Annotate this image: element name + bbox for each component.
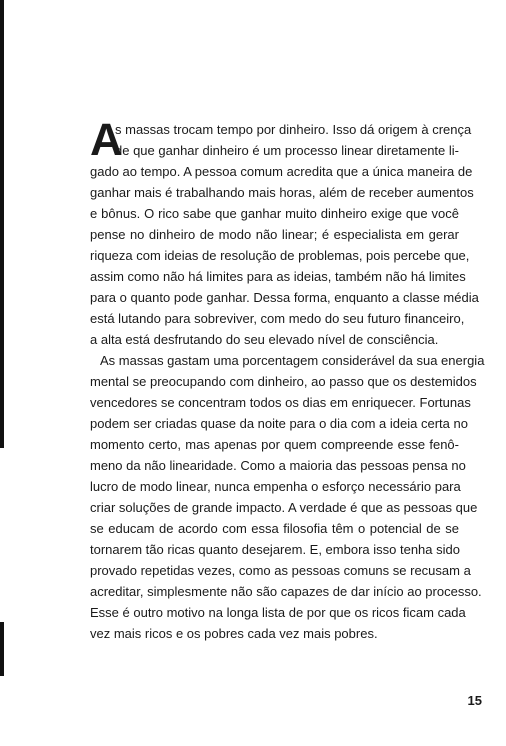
text-line: tornarem tão ricas quanto desejarem. E, embora isso tenha sido: [90, 542, 460, 557]
text-line: vencedores se concentram todos os dias em enriquecer. Fortunas: [90, 395, 471, 410]
text-line: criar soluções de grande impacto. A verdade é que as pessoas que: [90, 500, 478, 515]
page-number: 15: [467, 693, 482, 708]
text-line: e bônus. O rico sabe que ganhar muito dinheiro exige que você: [90, 206, 459, 221]
text-line: pense no dinheiro de modo não linear; é especialista em gerar: [90, 227, 459, 242]
text-line: acreditar, simplesmente não são capazes de dar início ao processo.: [90, 584, 482, 599]
text-line: Esse é outro motivo na longa lista de por que os ricos ficam cada: [90, 605, 466, 620]
text-line: a alta está desfrutando do seu elevado nível de consciência.: [90, 332, 439, 347]
text-line: lucro de modo linear, nunca empenha o esforço necessário para: [90, 479, 461, 494]
text-line: momento certo, mas apenas por quem compreende esse fenô-: [90, 437, 459, 452]
text-line: se educam de acordo com essa filosofia têm o potencial de se: [90, 521, 459, 536]
text-line: riqueza com ideias de resolução de problemas, pois percebe que,: [90, 248, 470, 263]
text-line: provado repetidas vezes, como as pessoas comuns se recusam a: [90, 563, 471, 578]
binding-edge-top: [0, 0, 4, 448]
binding-edge-bottom: [0, 622, 4, 676]
body-text: [90, 114, 485, 644]
text-line: vez mais ricos e os pobres cada vez mais pobres.: [90, 626, 378, 641]
paragraph-2: [90, 350, 485, 644]
text-line: s massas trocam tempo por dinheiro. Isso dá origem à crença: [115, 122, 472, 137]
text-line: podem ser criadas quase da noite para o dia com a ideia certa no: [90, 416, 468, 431]
text-line: mental se preocupando com dinheiro, ao passo que os destemidos: [90, 374, 477, 389]
text-line: gado ao tempo. A pessoa comum acredita que a única maneira de: [90, 164, 473, 179]
text-line: para o quanto pode ganhar. Dessa forma, enquanto a classe média: [90, 290, 479, 305]
drop-cap: A: [90, 114, 123, 165]
paragraph-1: [90, 114, 479, 350]
text-line: de que ganhar dinheiro é um processo linear diretamente li-: [115, 143, 459, 158]
text-line: As massas gastam uma porcentagem considerável da sua energia: [100, 353, 485, 368]
text-line: meno da não linearidade. Como a maioria das pessoas pensa no: [90, 458, 466, 473]
text-line: está lutando para sobreviver, com medo do seu futuro financeiro,: [90, 311, 465, 326]
text-line: assim como não há limites para as ideias, também não há limites: [90, 269, 466, 284]
text-line: ganhar mais é trabalhando mais horas, além de receber aumentos: [90, 185, 474, 200]
